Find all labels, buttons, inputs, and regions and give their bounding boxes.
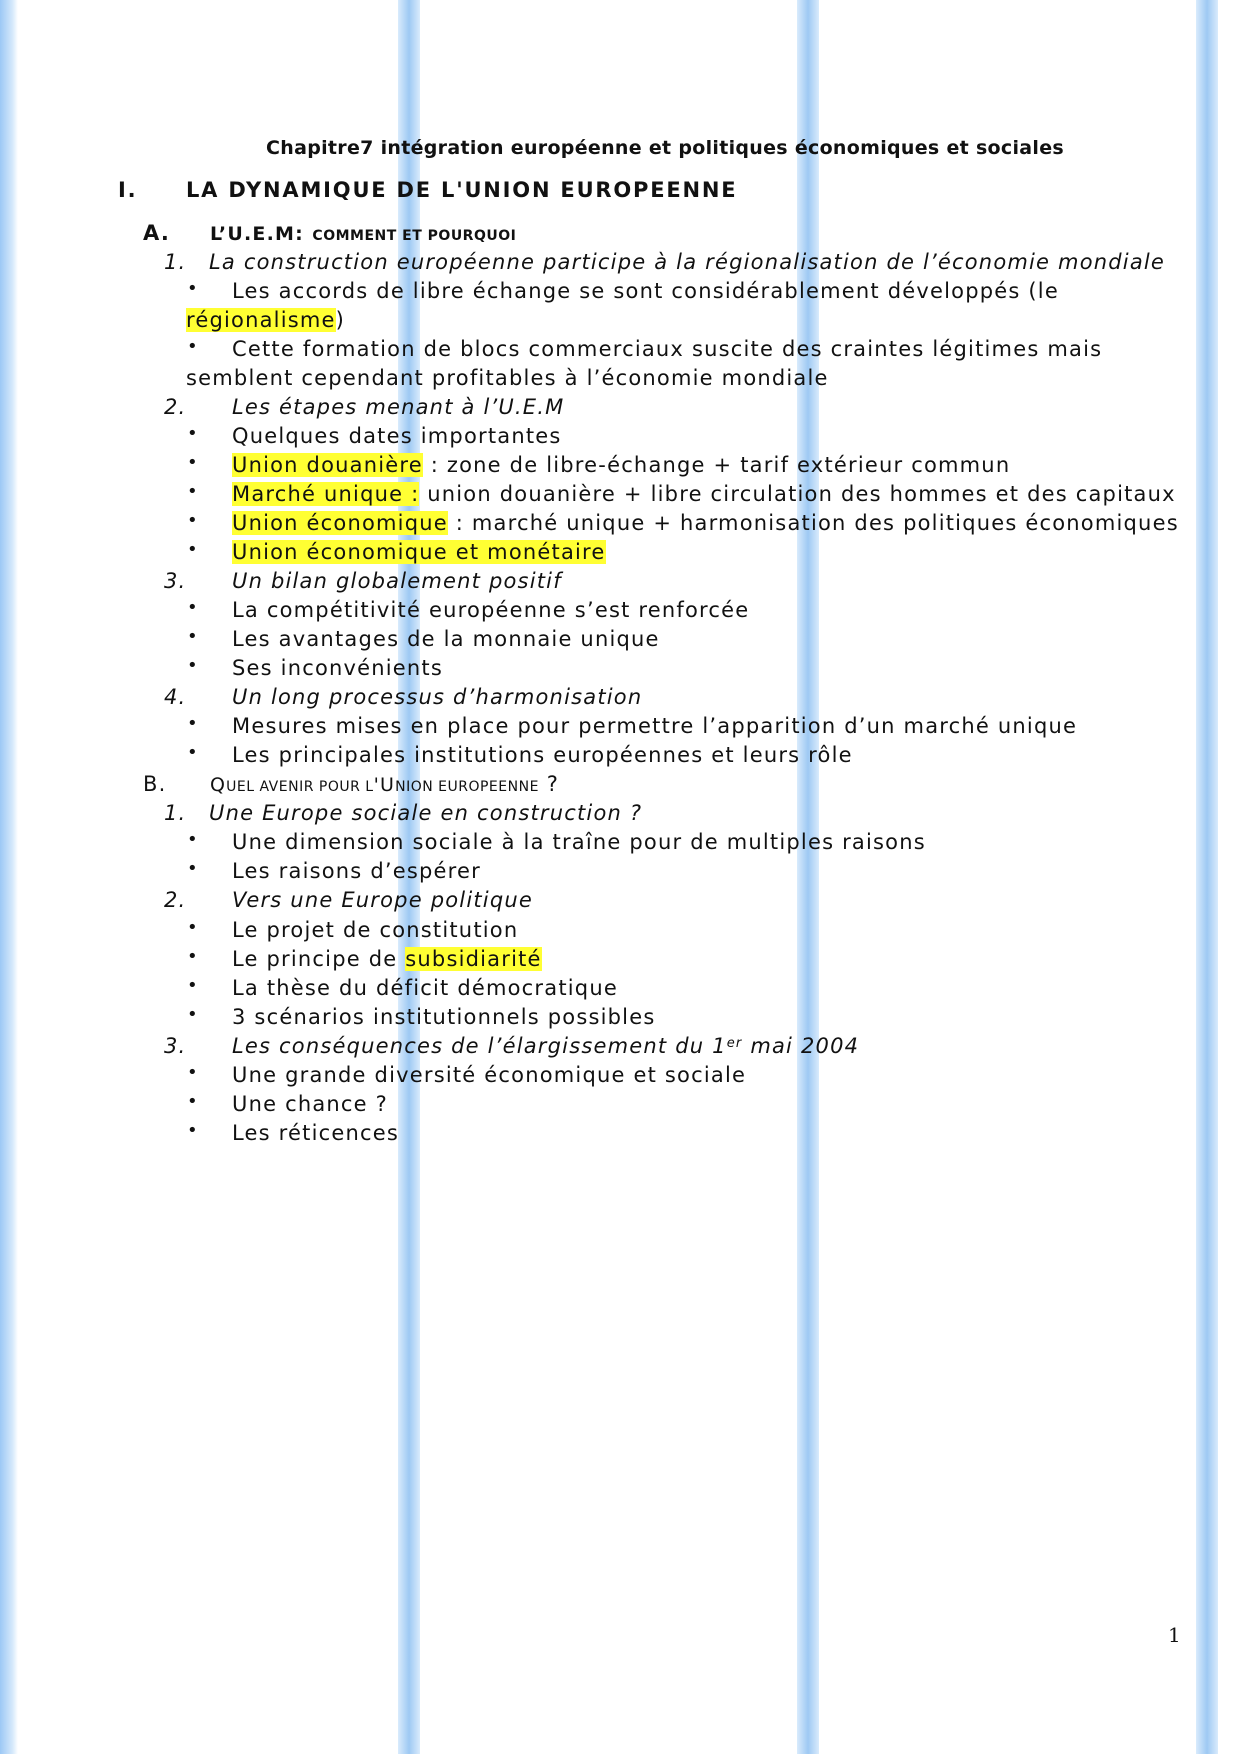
list-item: Les accords de libre échange se sont considérablement développés (le — [232, 279, 1059, 303]
bullet-icon: • — [187, 539, 198, 560]
highlighted-term: régionalisme — [186, 308, 336, 332]
list-item-continuation: régionalisme) — [186, 308, 346, 332]
list-item: La compétitivité européenne s’est renforcée — [232, 598, 750, 622]
page-number: 1 — [1168, 1623, 1181, 1647]
subsection-number: 2. — [164, 395, 187, 419]
bullet-icon: • — [187, 917, 198, 938]
bullet-icon: • — [187, 278, 198, 299]
bullet-icon: • — [187, 946, 198, 967]
part-number: A. — [143, 221, 171, 245]
highlighted-term: Union économique — [232, 511, 448, 535]
bullet-icon: • — [187, 975, 198, 996]
subsection-heading: Un long processus d’harmonisation — [232, 685, 643, 709]
subsection-heading: Les conséquences de l’élargissement du 1er mai 2004 — [232, 1034, 860, 1058]
list-item: Quelques dates importantes — [232, 424, 562, 448]
subsection-number: 1. — [164, 801, 187, 825]
list-item: Une grande diversité économique et sociale — [232, 1063, 747, 1087]
part-heading-smallcaps: COMMENT ET POURQUOI — [312, 228, 517, 244]
subsection-heading: La construction européenne participe à la régionalisation de l’économie mondiale — [209, 250, 1166, 274]
bullet-icon: • — [187, 1091, 198, 1112]
vertical-stripe — [1196, 0, 1218, 1754]
page-title: Chapitre7 intégration européenne et politiques économiques et sociales — [266, 137, 1065, 159]
subsection-heading: Les étapes menant à l’U.E.M — [232, 395, 565, 419]
section-number: I. — [118, 178, 138, 202]
list-item: 3 scénarios institutionnels possibles — [232, 1005, 656, 1029]
section-heading: LA DYNAMIQUE DE L'UNION EUROPEENNE — [186, 178, 738, 202]
highlighted-term: Union économique et monétaire — [232, 540, 606, 564]
bullet-icon: • — [187, 1120, 198, 1141]
subsection-heading: Une Europe sociale en construction ? — [209, 801, 643, 825]
bullet-icon: • — [187, 858, 198, 879]
subsection-number: 1. — [164, 250, 187, 274]
bullet-icon: • — [187, 423, 198, 444]
bullet-icon: • — [187, 510, 198, 531]
subsection-number: 2. — [164, 888, 187, 912]
list-item: Mesures mises en place pour permettre l’apparition d’un marché unique — [232, 714, 1078, 738]
highlighted-term: Marché unique : — [232, 482, 420, 506]
list-item: Les raisons d’espérer — [232, 859, 481, 883]
bullet-icon: • — [187, 742, 198, 763]
highlighted-term: subsidiarité — [405, 947, 542, 971]
left-border-stripe — [0, 0, 18, 1754]
list-item: Les principales institutions européennes et leurs rôle — [232, 743, 853, 767]
list-item: Ses inconvénients — [232, 656, 444, 680]
list-item — [232, 539, 606, 565]
bullet-icon: • — [187, 481, 198, 502]
bullet-icon: • — [187, 713, 198, 734]
bullet-icon: • — [187, 1004, 198, 1025]
list-item: Les avantages de la monnaie unique — [232, 627, 660, 651]
highlighted-term: Union douanière — [232, 453, 423, 477]
list-item: Le projet de constitution — [232, 918, 519, 942]
list-item-continuation: semblent cependant profitables à l’économie mondiale — [186, 366, 829, 390]
part-heading: QUEL AVENIR POUR L'UNION EUROPEENNE ? — [210, 772, 560, 796]
subsection-number: 3. — [164, 1034, 187, 1058]
list-item: La thèse du déficit démocratique — [232, 976, 618, 1000]
bullet-icon: • — [187, 626, 198, 647]
bullet-icon: • — [187, 1062, 198, 1083]
subsection-number: 4. — [164, 685, 187, 709]
bullet-icon: • — [187, 829, 198, 850]
list-item: Une chance ? — [232, 1092, 388, 1116]
list-item: Le principe de subsidiarité — [232, 947, 542, 971]
bullet-icon: • — [187, 655, 198, 676]
list-item: Cette formation de blocs commerciaux suscite des craintes légitimes mais — [232, 337, 1103, 361]
part-number: B. — [143, 772, 167, 796]
bullet-icon: • — [187, 336, 198, 357]
subsection-number: 3. — [164, 569, 187, 593]
part-heading-acronym: L’U.E.M: — [210, 223, 304, 245]
list-item: Union douanière : zone de libre-échange + tarif extérieur commun — [232, 453, 1011, 477]
list-item: Union économique : marché unique + harmonisation des politiques économiques — [232, 511, 1179, 535]
subsection-heading: Un bilan globalement positif — [232, 569, 562, 593]
list-item: Une dimension sociale à la traîne pour de multiples raisons — [232, 830, 926, 854]
part-heading — [210, 220, 516, 249]
subsection-heading: Vers une Europe politique — [232, 888, 533, 912]
list-item: Les réticences — [232, 1121, 400, 1145]
bullet-icon: • — [187, 597, 198, 618]
bullet-icon: • — [187, 452, 198, 473]
list-item: Marché unique : union douanière + libre circulation des hommes et des capitaux — [232, 482, 1176, 506]
